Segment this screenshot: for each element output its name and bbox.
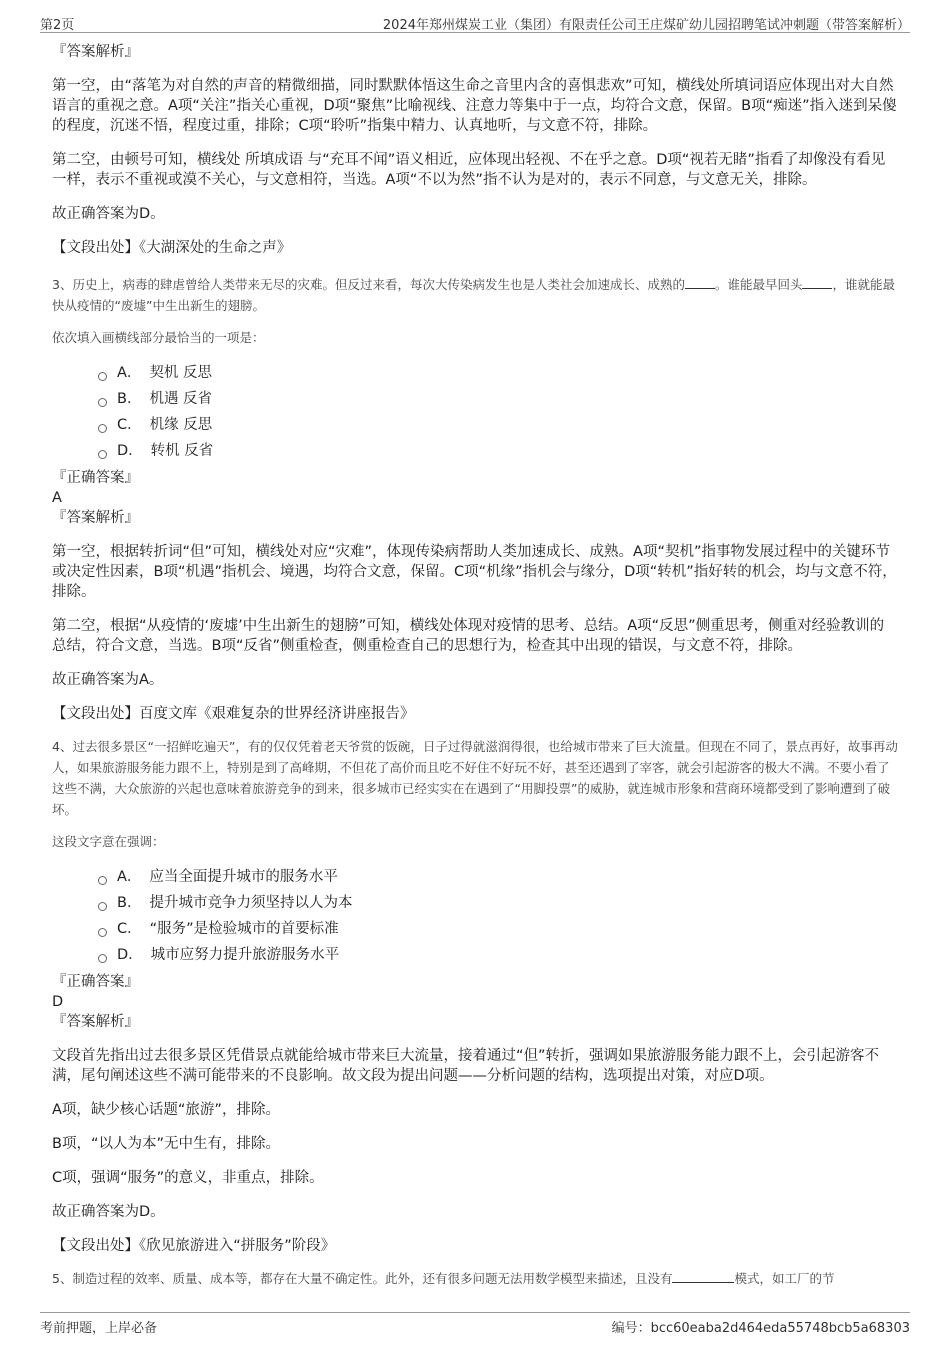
question-text-part: 3、历史上，病毒的肆虐曾给人类带来无尽的灾难。但反过来看，每次大传染病发生也是人类社会加速成长、成熟的 [52,277,685,292]
radio-button[interactable] [98,372,107,381]
document-title: 2024年郑州煤炭工业（集团）有限责任公司王庄煤矿幼儿园招聘笔试冲刺题（带答案解析） [382,18,910,33]
radio-button[interactable] [98,398,107,407]
option-letter: A． [117,869,142,885]
source-citation: 【文段出处】百度文库《艰难复杂的世界经济讲座报告》 [52,706,415,722]
question-text-part: ，谁就能最快从疫情的“废墟”中生出新生的翅膀。 [52,277,895,313]
correct-answer: D [52,994,64,1010]
option-text: 机缘 反思 [149,417,213,433]
fill-blank [802,288,832,289]
option-letter: A． [117,365,142,381]
question-text-part: 5、制造过程的效率、质量、成本等，都存在大量不确定性。此外，还有很多问题无法用数学模型来描述，且没有 [52,1271,673,1286]
option-text: 提升城市竞争力须坚持以人为本 [149,895,353,911]
option-c[interactable] [98,412,898,438]
radio-button[interactable] [98,876,107,885]
radio-button[interactable] [98,954,107,963]
analysis-label: 『答案解析』 [52,44,139,60]
answer-conclusion: 故正确答案为D。 [52,206,165,222]
page-number: 第2页 [40,18,75,33]
analysis-paragraph: 第一空，根据转折词“但”可知，横线处对应“灾难”，体现传染病帮助人类加速成长、成熟。A项“契机”指事物发展过程中的关键环节或决定性因素，B项“机遇”指机会、境遇，均符合文意，保留。C项“机缘”指机会与缘分，D项“转机”指好转的机会，均与文意不符，排除。 [52,544,897,600]
footer-slogan: 考前押题，上岸必备 [40,1321,158,1336]
option-a[interactable] [98,360,898,386]
option-a-note: A项，缺少核心话题“旅游”，排除。 [52,1102,280,1118]
answer-conclusion: 故正确答案为A。 [52,672,164,688]
analysis-paragraph: 文段首先指出过去很多景区凭借景点就能给城市带来巨大流量，接着通过“但”转折，强调如果旅游服务能力跟不上，会引起游客不满，尾句阐述这些不满可能带来的不良影响。故文段为提出问题——分析问题的结构，选项提出对策，对应D项。 [52,1048,880,1084]
option-letter: D． [117,443,143,459]
question-text-part: 。谁能最早回头 [714,277,803,292]
option-letter: D． [117,947,143,963]
option-text: 契机 反思 [149,365,213,381]
option-text: 转机 反省 [150,443,214,459]
document-code: 编号：bcc60eaba2d464eda55748bcb5a68303 [611,1321,910,1336]
document-body [52,42,898,1289]
source-citation: 【文段出处】《欣见旅游进入“拼服务”阶段》 [52,1238,336,1254]
answer-conclusion: 故正确答案为D。 [52,1204,165,1220]
source-citation: 【文段出处】《大湖深处的生命之声》 [52,240,292,256]
question-3-text [52,274,898,316]
option-letter: B． [117,391,142,407]
analysis-label: 『答案解析』 [52,1014,139,1030]
question-5-text [52,1268,898,1289]
option-text: 应当全面提升城市的服务水平 [149,869,338,885]
correct-answer-label: 『正确答案』 [52,470,139,486]
option-c[interactable] [98,916,898,942]
correct-answer: A [52,490,62,506]
correct-answer-label: 『正确答案』 [52,974,139,990]
option-d[interactable] [98,942,898,968]
analysis-label: 『答案解析』 [52,510,139,526]
question-prompt: 依次填入画横线部分最恰当的一项是： [52,330,265,345]
radio-button[interactable] [98,928,107,937]
option-b-note: B项，“以人为本”无中生有，排除。 [52,1136,280,1152]
option-c-note: C项，强调“服务”的意义，非重点，排除。 [52,1170,324,1186]
option-b[interactable] [98,890,898,916]
option-a[interactable] [98,864,898,890]
option-letter: B． [117,895,142,911]
question-3-options [98,360,898,464]
analysis-paragraph: 第二空，根据“从疫情的‘废墟’中生出新生的翅膀”可知，横线处体现对疫情的思考、总结。A项“反思”侧重思考，侧重对经验教训的总结，符合文意，当选。B项“反省”侧重检查，侧重检查自己的思想行为，检查其中出现的错误，与文意不符，排除。 [52,618,885,654]
option-letter: C． [117,417,142,433]
radio-button[interactable] [98,424,107,433]
question-text-part: 模式，如工厂的节 [734,1271,835,1286]
option-text: 机遇 反省 [149,391,213,407]
fill-blank [685,288,715,289]
analysis-paragraph: 第二空，由顿号可知，横线处 所填成语 与“充耳不闻”语义相近，应体现出轻视、不在乎之意。D项“视若无睹”指看了却像没有看见一样，表示不重视或漠不关心，与文意相符，当选。A项“不以为然”指不认为是对的，表示不同意，与文意无关，排除。 [52,152,886,188]
radio-button[interactable] [98,902,107,911]
option-letter: C． [117,921,142,937]
option-text: 城市应努力提升旅游服务水平 [150,947,340,963]
analysis-paragraph: 第一空，由“落笔为对自然的声音的精微细描，同时默默体悟这生命之音里内含的喜惧悲欢”可知，横线处所填词语应体现出对大自然语言的重视之意。A项“关注”指关心重视，D项“聚焦”比喻视线、注意力等集中于一点，均符合文意，保留。B项“痴迷”指入迷到呆傻的程度，沉迷不悟，程度过重，排除；C项“聆听”指集中精力、认真地听，与文意不符，排除。 [52,78,897,134]
option-text: “服务”是检验城市的首要标准 [149,921,339,937]
question-prompt: 这段文字意在强调： [52,834,165,849]
question-4-text: 4、过去很多景区“一招鲜吃遍天”，有的仅仅凭着老天爷赏的饭碗，日子过得就滋润得很，也给城市带来了巨大流量。但现在不同了，景点再好，故事再动人，如果旅游服务能力跟不上，特别是到了高峰期，不但花了高价而且吃不好住不好玩不好，甚至还遇到了宰客，就会引起游客的极大不满。不要小看了这些不满，大众旅游的兴起也意味着旅游竞争的到来，很多城市已经实实在在遇到了“用脚投票”的威胁，就连城市形象和营商环境都受到了影响遭到了破坏。 [52,739,898,817]
fill-blank [672,1282,734,1283]
option-d[interactable] [98,438,898,464]
page-header [40,10,910,33]
page-footer [40,1312,910,1337]
option-b[interactable] [98,386,898,412]
radio-button[interactable] [98,450,107,459]
question-4-options [98,864,898,968]
